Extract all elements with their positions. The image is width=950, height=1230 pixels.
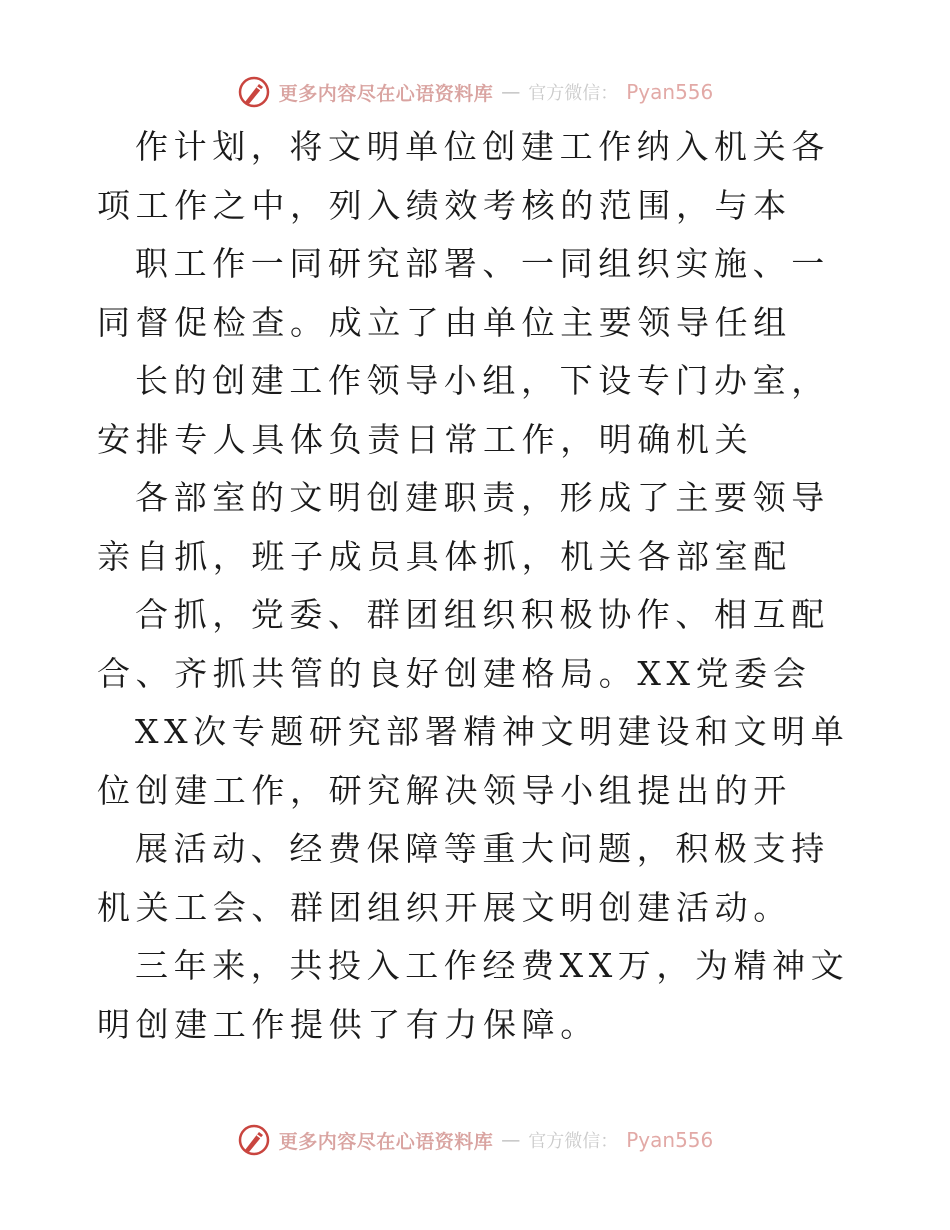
watermark-site-text: 更多内容尽在心语资料库 — [278, 1130, 494, 1153]
watermark-header — [0, 72, 950, 112]
watermark-separator: — — [501, 81, 521, 103]
watermark-official-label: 官方微信： — [528, 1131, 619, 1152]
paragraph: 合抓，党委、群团组织积极协作、相互配合、齐抓共管的良好创建格局。XX党委会 — [97, 595, 830, 693]
watermark-site-text: 更多内容尽在心语资料库 — [278, 82, 494, 105]
paragraph: 作计划，将文明单位创建工作纳入机关各项工作之中，列入绩效考核的范围，与本 — [97, 127, 830, 225]
watermark-separator: — — [501, 1129, 521, 1151]
document-body — [97, 118, 857, 1054]
watermark-wechat-id: Pyan556 — [626, 1128, 714, 1152]
paragraph: 职工作一同研究部署、一同组织实施、一同督促检查。成立了由单位主要领导任组 — [97, 244, 830, 342]
paragraph: 展活动、经费保障等重大问题，积极支持机关工会、群团组织开展文明创建活动。 — [97, 829, 830, 927]
quill-pen-logo-icon — [237, 1123, 271, 1157]
watermark-wechat-id: Pyan556 — [626, 80, 714, 104]
watermark-footer — [0, 1120, 950, 1160]
watermark-official-label: 官方微信： — [528, 83, 619, 104]
paragraph: 各部室的文明创建职责，形成了主要领导亲自抓，班子成员具体抓，机关各部室配 — [97, 478, 830, 576]
paragraph: 长的创建工作领导小组，下设专门办室，安排专人具体负责日常工作，明确机关 — [97, 361, 830, 459]
paragraph: XX次专题研究部署精神文明建设和文明单位创建工作，研究解决领导小组提出的开 — [97, 712, 850, 810]
quill-pen-logo-icon — [237, 75, 271, 109]
paragraph: 三年来，共投入工作经费XX万，为精神文明创建工作提供了有力保障。 — [97, 946, 850, 1044]
